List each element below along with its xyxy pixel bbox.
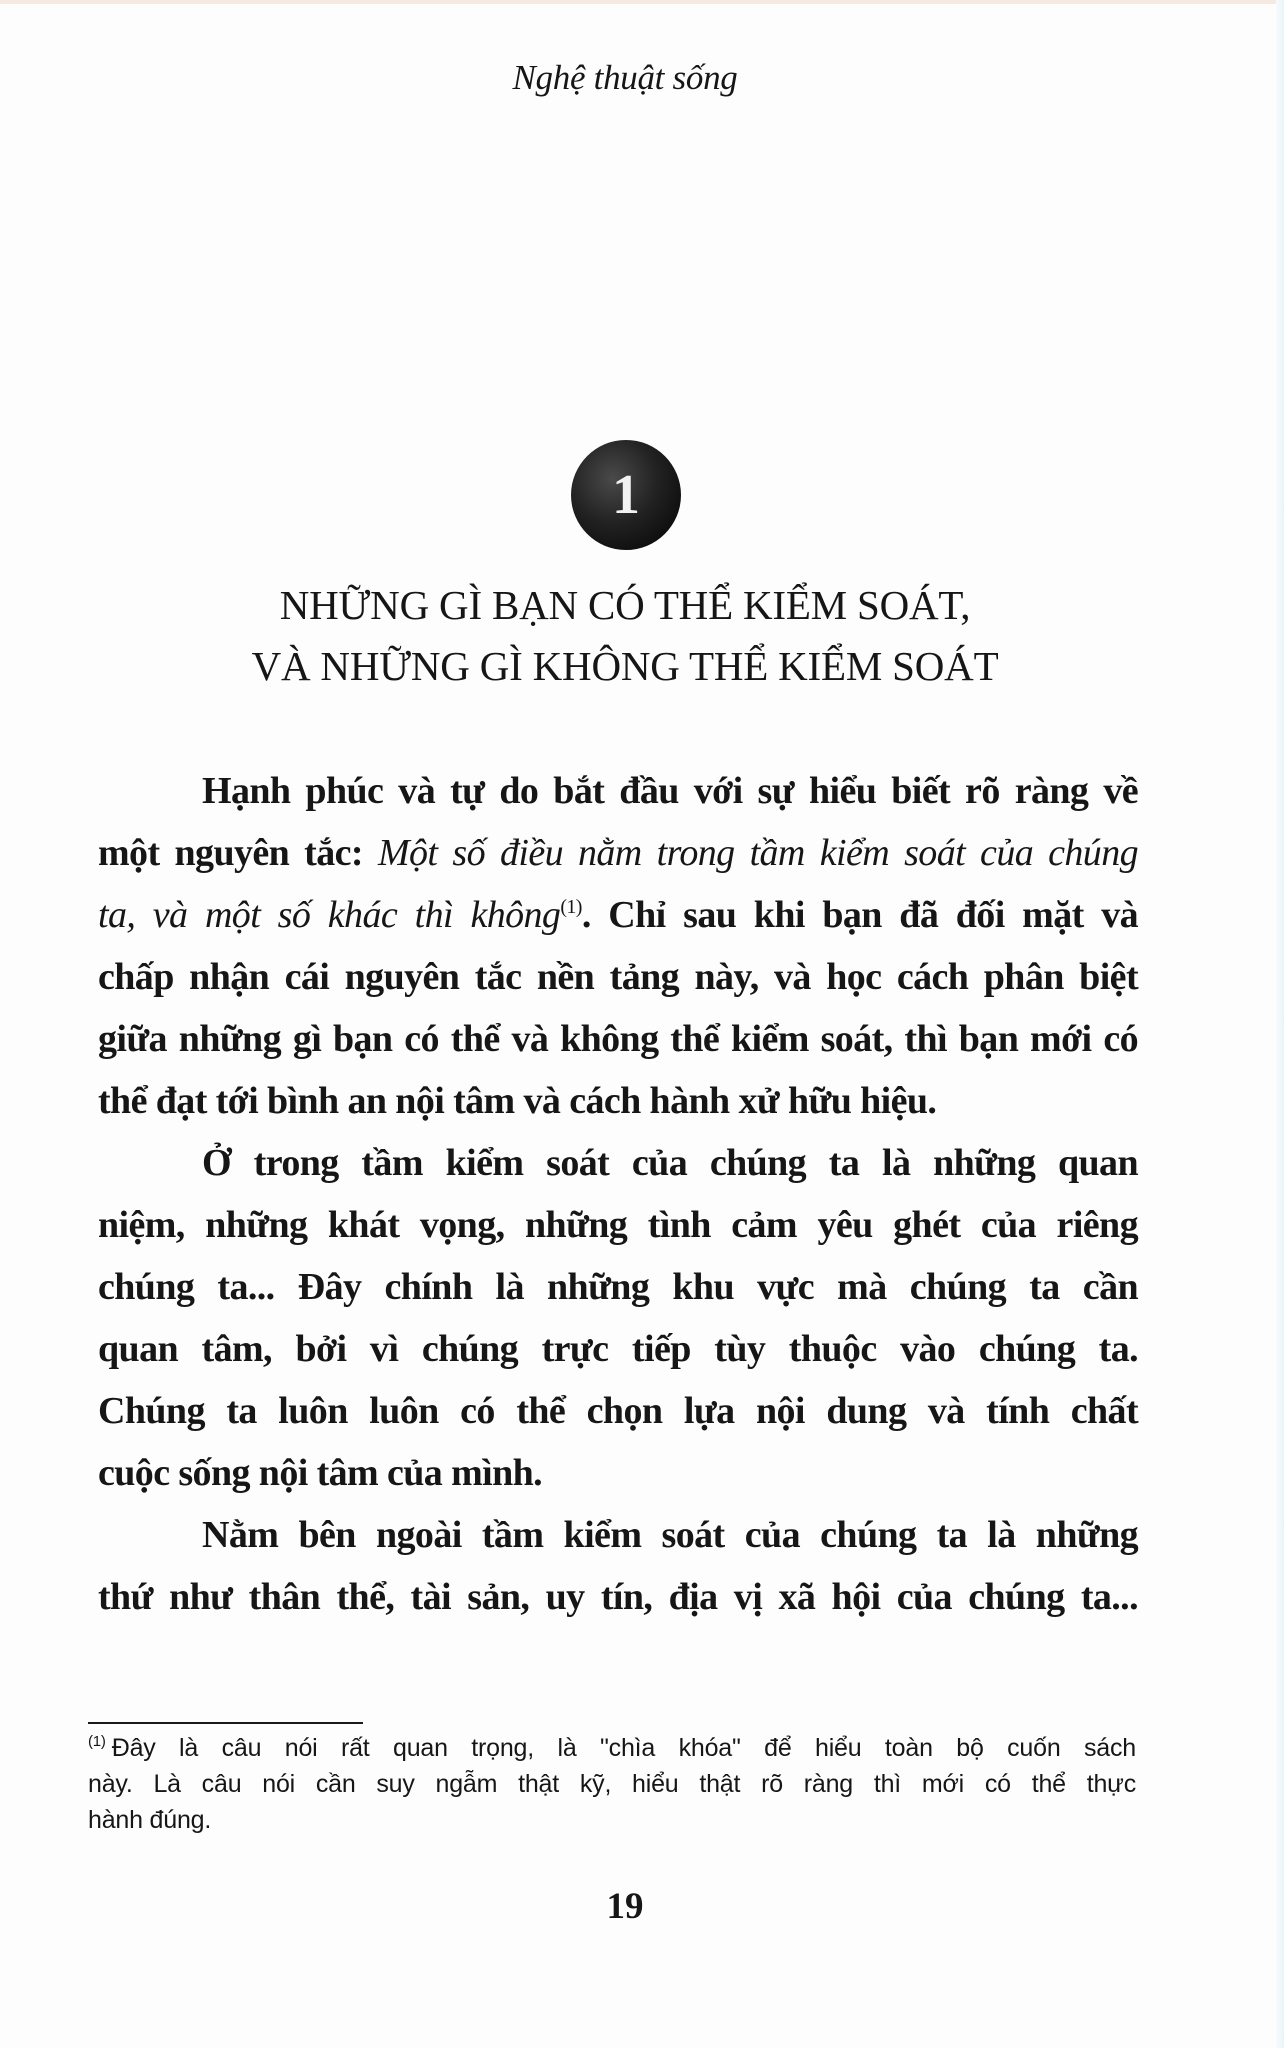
footnote-marker: (1): [88, 1733, 106, 1750]
page-top-edge: [0, 0, 1284, 4]
text-line: thứ như thân thể, tài sản, uy tín, địa vị xã hội của chúng ta...: [98, 1576, 1138, 1618]
footnote-line: hành đúng.: [88, 1806, 212, 1834]
text-span: . Chỉ sau khi bạn đã đối mặt và: [581, 894, 1138, 936]
text-line: giữa những gì bạn có thể và không thể kiểm soát, thì bạn mới có: [98, 1018, 1138, 1060]
text-line: cuộc sống nội tâm của mình.: [98, 1452, 543, 1494]
footnote-divider: [88, 1722, 363, 1724]
chapter-title-line: VÀ NHỮNG GÌ KHÔNG THỂ KIỂM SOÁT: [251, 643, 999, 689]
italic-principle: Một số điều nằm trong tầm kiểm soát của chúng: [377, 832, 1138, 874]
text-span: một nguyên tắc:: [98, 832, 378, 874]
italic-principle: ta, và một số khác thì không: [98, 894, 561, 936]
page-right-edge: [1276, 0, 1284, 2048]
text-line: [98, 822, 1138, 884]
text-span: Đây là câu nói rất quan trọng, là "chìa khóa" để hiểu toàn bộ cuốn sách: [111, 1734, 1136, 1762]
body-text: [98, 760, 1138, 1628]
footnote-line: [88, 1730, 1136, 1766]
chapter-number-badge: [571, 440, 681, 550]
running-header: Nghệ thuật sống: [512, 58, 738, 97]
chapter-title-line: NHỮNG GÌ BẠN CÓ THỂ KIỂM SOÁT,: [279, 582, 971, 628]
footnote-line: này. Là câu nói cần suy ngẫm thật kỹ, hiểu thật rõ ràng thì mới có thể thực: [88, 1770, 1136, 1798]
text-line: Chúng ta luôn luôn có thể chọn lựa nội dung và tính chất: [98, 1390, 1138, 1432]
text-line: niệm, những khát vọng, những tình cảm yêu ghét của riêng: [98, 1204, 1138, 1246]
footnote: [88, 1730, 1136, 1838]
text-line: chúng ta... Đây chính là những khu vực mà chúng ta cần: [98, 1266, 1138, 1308]
text-line: chấp nhận cái nguyên tắc nền tảng này, và học cách phân biệt: [98, 956, 1138, 998]
text-line: Ở trong tầm kiểm soát của chúng ta là những quan: [202, 1142, 1138, 1184]
page-number: 19: [606, 1886, 644, 1927]
text-line: Nằm bên ngoài tầm kiểm soát của chúng ta là những: [202, 1514, 1138, 1556]
footnote-reference: (1): [560, 896, 582, 918]
text-line: thể đạt tới bình an nội tâm và cách hành xử hữu hiệu.: [98, 1080, 937, 1122]
text-line: quan tâm, bởi vì chúng trực tiếp tùy thuộc vào chúng ta.: [98, 1328, 1138, 1370]
text-line: Hạnh phúc và tự do bắt đầu với sự hiểu biết rõ ràng về: [202, 770, 1138, 812]
chapter-number: 1: [612, 464, 640, 526]
text-line: [98, 884, 1138, 946]
chapter-title: [0, 575, 1250, 697]
